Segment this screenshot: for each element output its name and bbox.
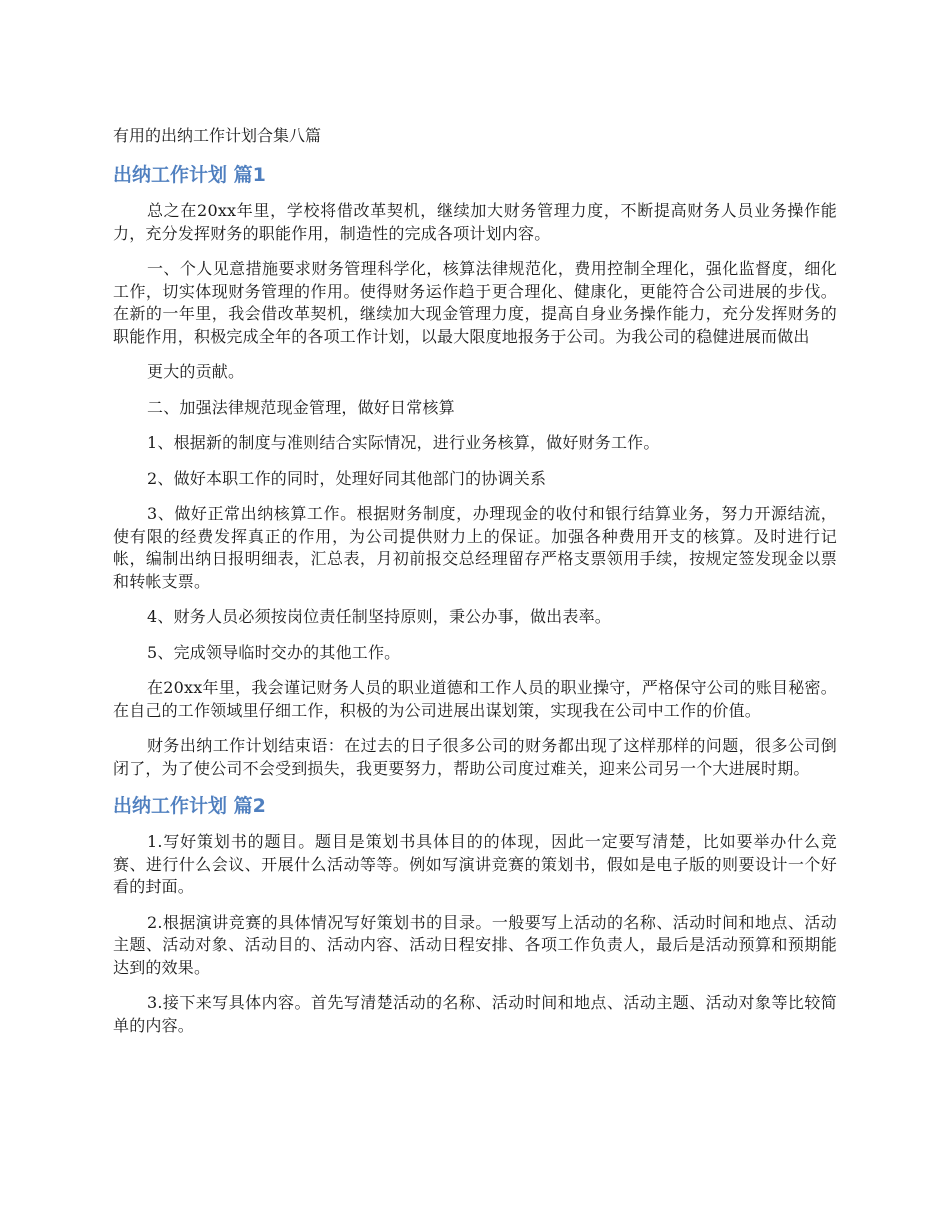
paragraph: 二、加强法律规范现金管理，做好日常核算	[147, 397, 455, 417]
section-2	[113, 793, 837, 1037]
paragraph: 总之在20xx年里，学校将借改革契机，继续加大财务管理力度，不断提高财务人员业务操作能力，充分发挥财务的职能作用，制造性的完成各项计划内容。	[113, 201, 837, 243]
paragraph: 4、财务人员必须按岗位责任制坚持原则，秉公办事，做出表率。	[147, 607, 611, 626]
paragraph: 5、完成领导临时交办的其他工作。	[147, 642, 401, 662]
paragraph: 2.根据演讲竞赛的具体情况写好策划书的目录。一般要写上活动的名称、活动时间和地点、活动主题、活动对象、活动目的、活动内容、活动日程安排、各项工作负责人，最后是活动预算和预期能达到的效果。	[113, 912, 837, 977]
paragraph: 2、做好本职工作的同时，处理好同其他部门的协调关系	[147, 468, 547, 488]
paragraph: 1、根据新的制度与准则结合实际情况，进行业务核算，做好财务工作。	[147, 433, 660, 452]
paragraph: 在20xx年里，我会谨记财务人员的职业道德和工作人员的职业操守，严格保守公司的账目秘密。在自己的工作领域里仔细工作，积极的为公司进展出谋划策，实现我在公司中工作的价值。	[113, 678, 837, 720]
section-heading: 出纳工作计划 篇1	[113, 164, 266, 186]
paragraph: 更大的贡献。	[147, 362, 245, 381]
paragraph: 3、做好正常出纳核算工作。根据财务制度，办理现金的收付和银行结算业务，努力开源结流，使有限的经费发挥真正的作用，为公司提供财力上的保证。加强各种费用开支的核算。及时进行记帐，编制出纳日报明细表，汇总表，月初前报交总经理留存严格支票领用手续，按规定签发现金以票和转帐支票。	[113, 504, 837, 591]
section-1	[113, 162, 837, 780]
paragraph: 1.写好策划书的题目。题目是策划书具体目的的体现，因此一定要写清楚，比如要举办什么竞赛、进行什么会议、开展什么活动等等。例如写演讲竞赛的策划书，假如是电子版的则要设计一个好看的封面。	[113, 832, 837, 896]
paragraph: 3.接下来写具体内容。首先写清楚活动的名称、活动时间和地点、活动主题、活动对象等比较简单的内容。	[113, 993, 837, 1035]
document-title: 有用的出纳工作计划合集八篇	[113, 126, 322, 145]
paragraph: 财务出纳工作计划结束语：在过去的日子很多公司的财务都出现了这样那样的问题，很多公司倒闭了，为了使公司不会受到损失，我更要努力，帮助公司度过难关，迎来公司另一个大进展时期。	[113, 736, 837, 778]
section-heading: 出纳工作计划 篇2	[113, 795, 266, 817]
paragraph: 一、个人见意措施要求财务管理科学化，核算法律规范化，费用控制全理化，强化监督度，细化工作，切实体现财务管理的作用。使得财务运作趋于更合理化、健康化，更能符合公司进展的步伐。在新的一年里，我会借改革契机，继续加大现金管理力度，提高自身业务操作能力，充分发挥财务的职能作用，积极完成全年的各项工作计划，以最大限度地报务于公司。为我公司的稳健进展而做出	[113, 259, 837, 346]
